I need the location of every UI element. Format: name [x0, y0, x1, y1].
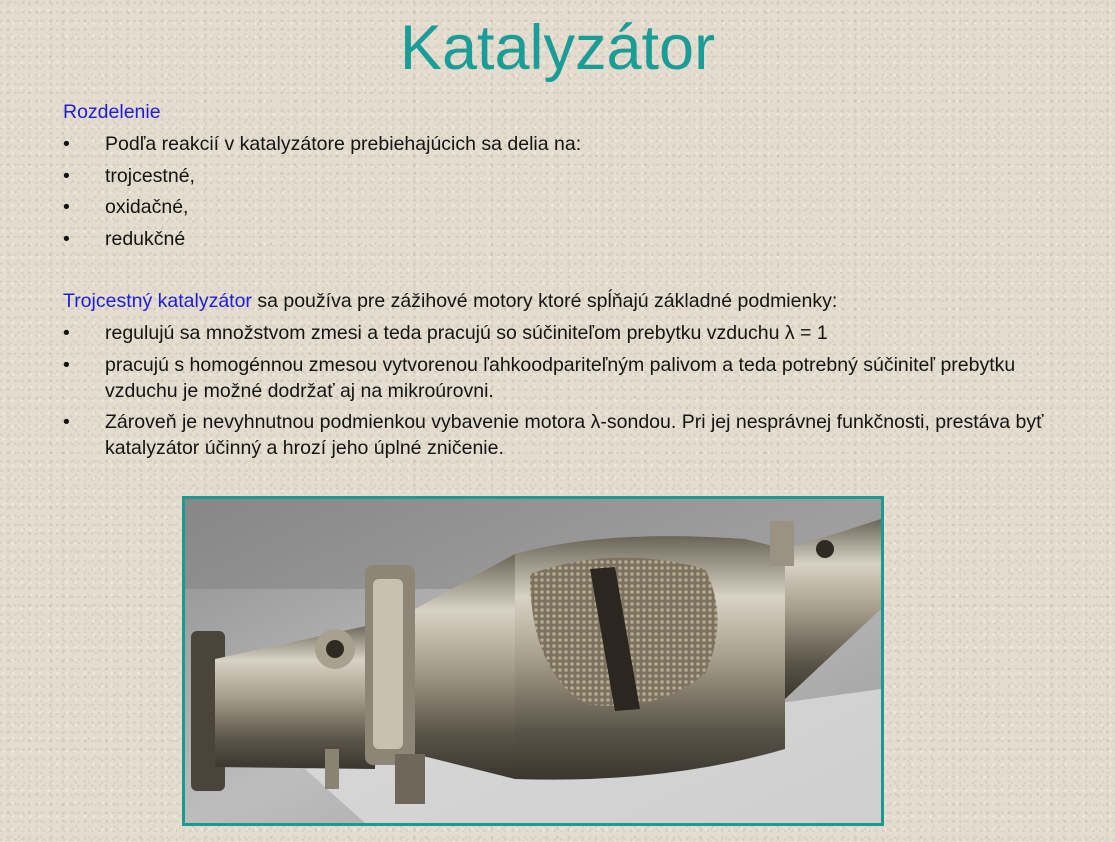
list-item-text: Podľa reakcií v katalyzátore prebiehajúcich sa delia na:	[105, 133, 582, 155]
bullet-icon: •	[63, 411, 70, 433]
bullet-icon: •	[63, 322, 70, 344]
catalytic-converter-photo	[182, 496, 884, 826]
slide-title: Katalyzátor	[399, 13, 716, 83]
list-item-text: pracujú s homogénnou zmesou vytvorenou ľahkoodpariteľným palivom a teda potrebný súčiniteľ prebytku vzduchu je možné dodržať aj na mikroúrovni.	[105, 354, 1016, 402]
list-item	[63, 352, 1048, 404]
bullet-icon: •	[63, 354, 70, 376]
bullet-icon: •	[63, 165, 70, 187]
list-item	[63, 320, 1063, 346]
bullet-icon: •	[63, 196, 70, 218]
highlight-term: Trojcestný katalyzátor	[63, 290, 252, 312]
bullet-icon: •	[63, 228, 70, 250]
list-item-text: redukčné	[105, 228, 186, 250]
list-item-text: regulujú sa množstvom zmesi a teda pracujú so súčiniteľom prebytku vzduchu λ = 1	[105, 322, 828, 344]
list-item	[63, 131, 1063, 157]
list-item-text: trojcestné,	[105, 165, 195, 187]
section-heading-trojcestny	[63, 288, 837, 314]
list-item	[63, 194, 1063, 220]
section-heading-rozdelenie: Rozdelenie	[63, 101, 161, 123]
list-item	[63, 409, 1048, 461]
heading-rest: sa používa pre zážihové motory ktoré spĺňajú základné podmienky:	[251, 290, 838, 312]
bullet-icon: •	[63, 133, 70, 155]
list-item-text: Zároveň je nevyhnutnou podmienkou vybavenie motora λ-sondou. Pri jej nesprávnej funkčnosti, prestáva byť katalyzátor účinný a hrozí jeho úplné zničenie.	[105, 411, 1044, 459]
list-item	[63, 226, 1063, 252]
list-item-text: oxidačné,	[105, 196, 189, 218]
list-item	[63, 163, 1063, 189]
catalytic-converter-image	[185, 499, 881, 823]
